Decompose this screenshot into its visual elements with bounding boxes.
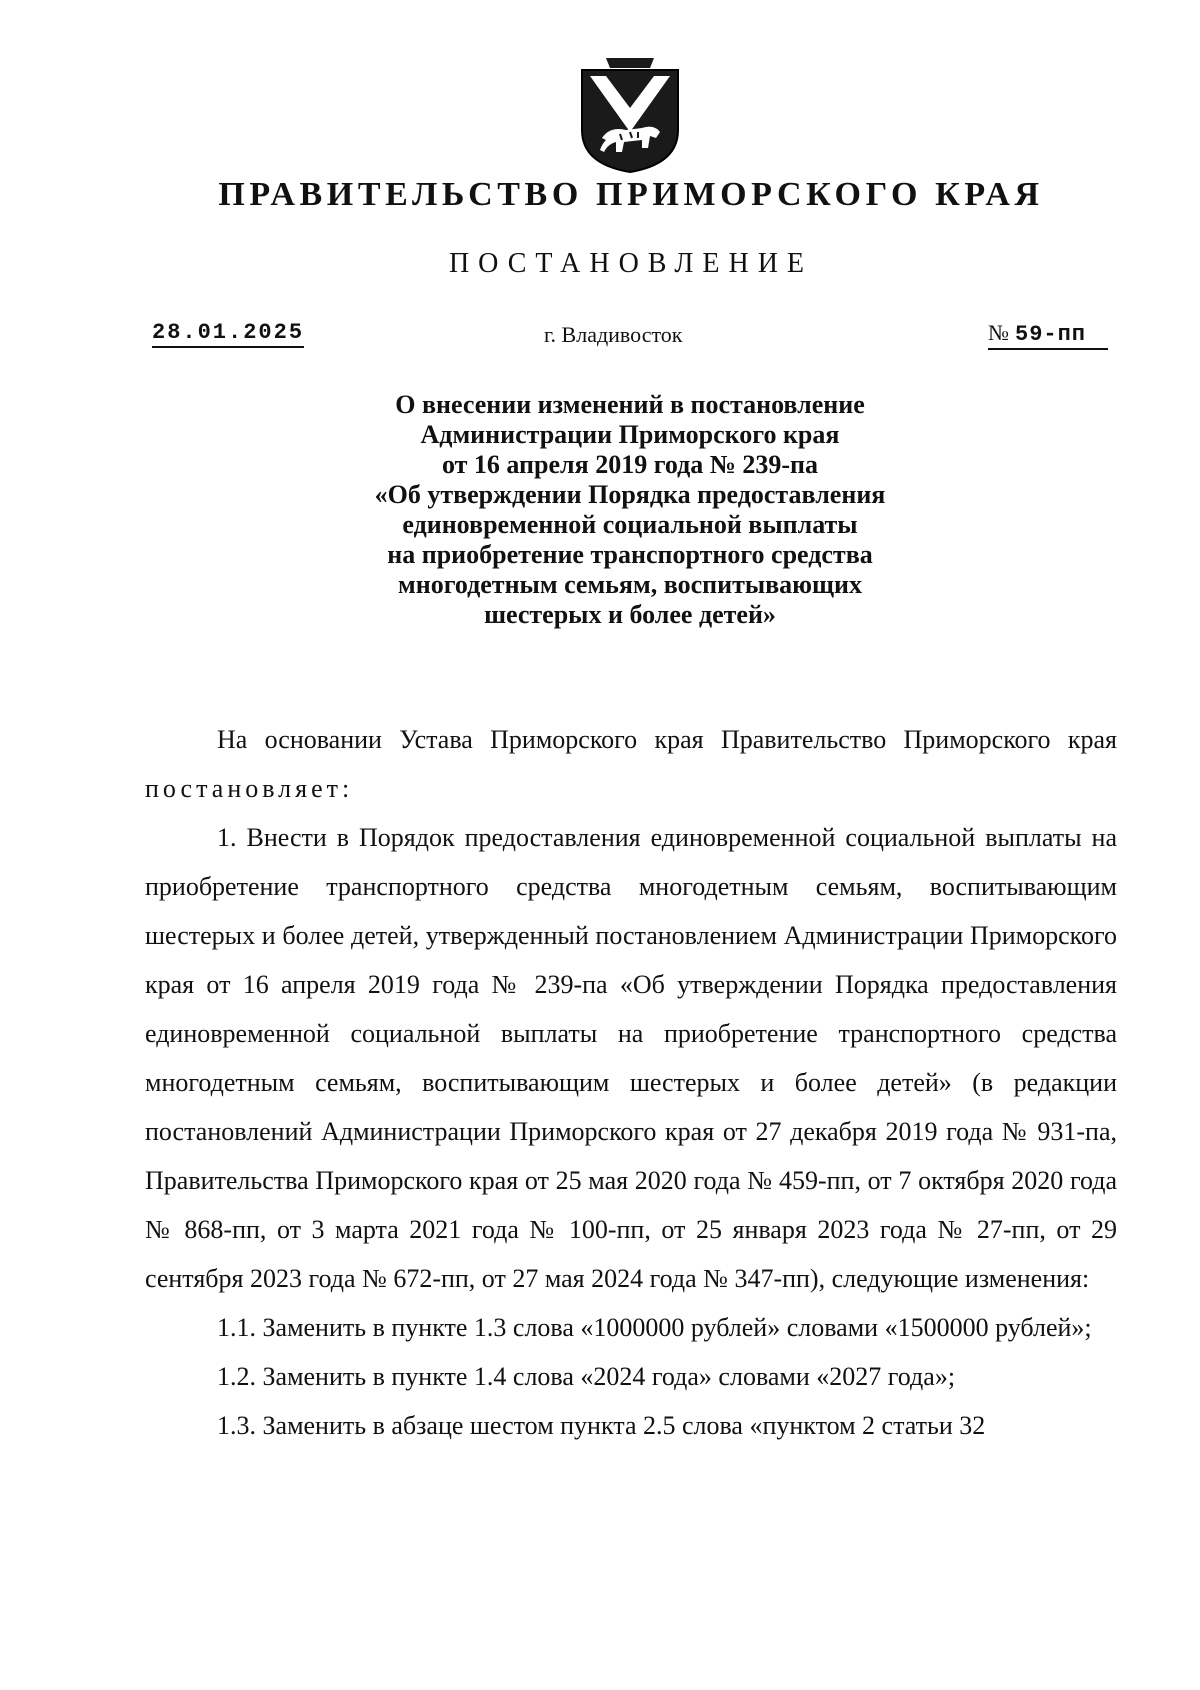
document-type: ПОСТАНОВЛЕНИЕ: [448, 248, 814, 279]
preamble-paragraph: [145, 715, 1117, 813]
number-prefix: №: [988, 320, 1009, 345]
document-date: 28.01.2025: [152, 320, 304, 348]
preamble-verb: постановляет:: [145, 774, 354, 803]
subject-line: «Об утверждении Порядка предоставления: [374, 480, 886, 509]
item-1-1-paragraph: 1.1. Заменить в пункте 1.3 слова «1000000 рублей» словами «1500000 рублей»;: [217, 1313, 1092, 1342]
subject-line: шестерых и более детей»: [484, 600, 776, 629]
item-1-paragraph: 1. Внести в Порядок предоставления единовременной социальной выплаты на приобретение транспортного средства многодетным семьям, воспитывающим шестерых и более детей, утвержденный постановлением Администрации Приморского края от 16 апреля 2019 года № 239-па «Об утверждении Порядка предоставления единовременной социальной выплаты на приобретение транспортного средства многодетным семьям, воспитывающим шестерых и более детей» (в редакции постановлений Администрации Приморского края от 27 декабря 2019 года № 931-па, Правительства Приморского края от 25 мая 2020 года № 459-пп, от 7 октября 2020 года № 868-пп, от 3 марта 2021 года № 100-пп, от 25 января 2023 года № 27-пп, от 29 сентября 2023 года № 672-пп, от 27 мая 2024 года № 347-пп), следующие изменения:: [145, 823, 1117, 1293]
document-city: г. Владивосток: [544, 322, 683, 347]
document-number: [988, 320, 1108, 350]
item-1-2-paragraph: 1.2. Заменить в пункте 1.4 слова «2024 года» словами «2027 года»;: [217, 1362, 956, 1391]
document-body: [145, 715, 1117, 1450]
subject-line: Администрации Приморского края: [420, 420, 840, 449]
document-subject: [300, 390, 960, 630]
number-value: 59-пп: [1015, 322, 1087, 347]
subject-line: единовременной социальной выплаты: [402, 510, 858, 539]
subject-line: на приобретение транспортного средства: [387, 540, 873, 569]
government-title: ПРАВИТЕЛЬСТВО ПРИМОРСКОГО КРАЯ: [218, 176, 1044, 213]
coat-of-arms-icon: [576, 52, 684, 174]
subject-line: от 16 апреля 2019 года № 239-па: [441, 450, 819, 479]
item-1-3-paragraph: 1.3. Заменить в абзаце шестом пункта 2.5 слова «пунктом 2 статьи 32: [217, 1411, 986, 1440]
subject-line: многодетным семьям, воспитывающих: [398, 570, 862, 599]
preamble-text: На основании Устава Приморского края Правительство Приморского края: [217, 725, 1117, 754]
subject-line: О внесении изменений в постановление: [395, 390, 865, 419]
